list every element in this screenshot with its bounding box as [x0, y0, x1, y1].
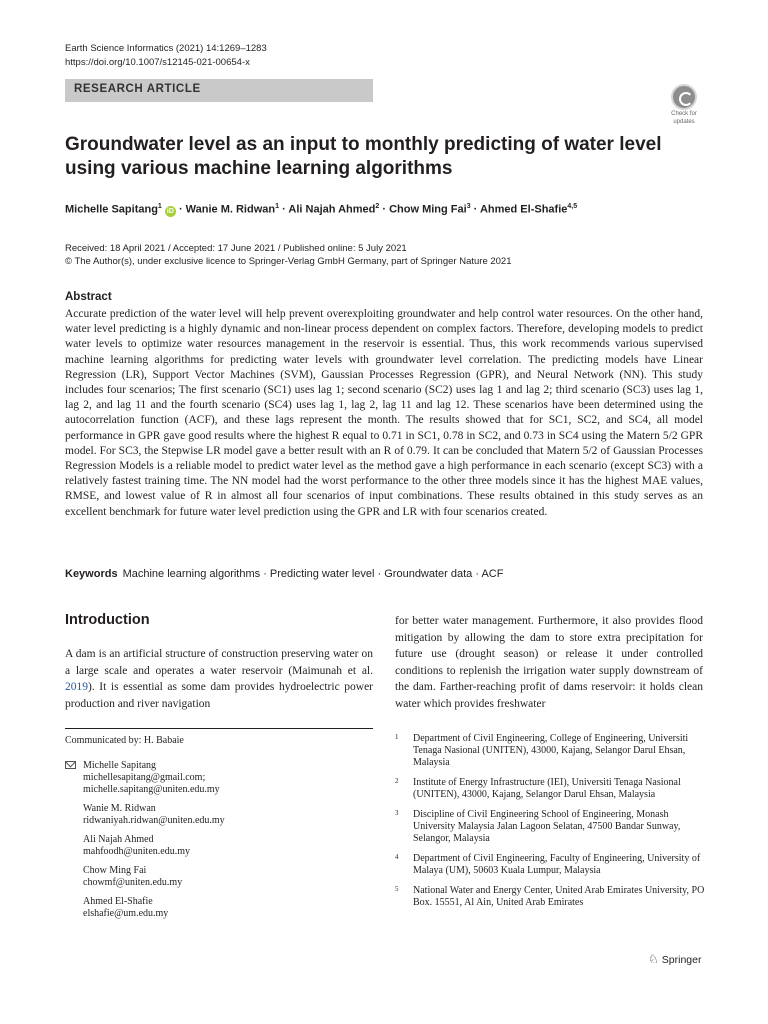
affiliation-number: 4: [395, 853, 399, 861]
contact-email[interactable]: michelle.sapitang@uniten.edu.my: [83, 784, 220, 795]
contact-entry: [83, 760, 365, 796]
article-type-label: RESEARCH ARTICLE: [74, 83, 201, 95]
abstract-body: Accurate prediction of the water level will help prevent overexploiting groundwater and help control water resources. On the other hand, water level predicting is a highly dynamic and non-linear process dependent on complex factors. Therefore, developing models to predict water levels to optimize water resources management in the reservoir is essential. Thus, this work recommends various supervised machine learning algorithms for predicting water levels with groundwater level correlation. The predicting models have Linear Regression (LR), Support Vector Machines (SVM), Gaussian Processes Regression (GPR), and Neural Network (NN). This study includes four scenarios; The first scenario (SC1) uses lag 1; second scenario (SC2) uses lag 1 and lag 2; third scenario (SC3) uses lag 1, lag 2, and lag 11 and the fourth scenario (SC4) uses lag 1, lag 2, lag 11 and lag 12. These scenarios have been determined using the autocorrelation function (ACF), and these lags represent the month. The results showed that for SC1, SC2, and SC4, all model performance in GPR gave good results where the highest R equal to 0.71 in SC1, 0.78 in SC2, and 0.73 in SC4 using the Matern 5/2 GPR model. For SC3, the Stepwise LR model gave a better result with an R of 0.79. It can be concluded that Matern 5/2 of Gaussian Processes Regression Models is a reliable model to predict water level as the method gave a high performance in each scenario (except SC3) with a relatively fastest training time. The NN model had the worst performance to the other three models since it has the highest MAE values, RMSE, and lowest value of R in almost all four scenarios of input combinations. These results obtained in this study serves as an excellent benchmark for future water level prediction using the GPR and LR with four scenarios created.: [65, 308, 703, 518]
author-name[interactable]: Ali Najah Ahmed: [288, 203, 376, 216]
author-name[interactable]: Michelle Sapitang: [65, 203, 158, 216]
communicated-by: Communicated by: H. Babaie: [65, 735, 184, 746]
author-affil-sup: 2: [375, 203, 380, 210]
author-affil-sup: 3: [466, 203, 471, 210]
citation-link[interactable]: 2019: [65, 681, 88, 693]
orcid-icon[interactable]: iD: [166, 207, 174, 215]
author-list: Michelle Sapitang$^1$ iD · Wanie M. Ridwan$^1$ · Ali Najah Ahmed$^2$ · Chow Ming Fai$^3$ · Ahmed El-Shafie$^{4,5}$: [65, 203, 578, 216]
affiliation-number: 2: [395, 777, 399, 785]
author-affil-sup: 4,5: [567, 203, 578, 210]
affiliation-item: [395, 853, 705, 877]
copyright-line: © The Author(s), under exclusive licence to Springer-Verlag GmbH Germany, part of Springer Nature 2021: [65, 256, 512, 267]
contact-name: Chow Ming Fai: [83, 865, 147, 876]
journal-header: [65, 42, 267, 70]
contact-email[interactable]: mahfoodh@uniten.edu.my: [83, 846, 190, 857]
doi-link[interactable]: https://doi.org/10.1007/s12145-021-00654-x: [65, 57, 250, 68]
contact-email[interactable]: ridwaniyah.ridwan@uniten.edu.my: [83, 815, 225, 826]
affiliation-text: Department of Civil Engineering, College of Engineering, Universiti Tenaga Nasional (UNITEN), 43000, Kajang, Selangor Darul Ehsan, Malaysia: [413, 733, 689, 768]
publication-dates: [65, 242, 512, 268]
contact-name: Michelle Sapitang: [83, 760, 157, 771]
badge-line-1: Check for: [671, 111, 697, 117]
intro-left-column: [65, 646, 373, 712]
affiliation-text: National Water and Energy Center, United Arab Emirates University, PO Box. 15551, Al Ain, United Arab Emirates: [413, 885, 705, 908]
contact-entry: [83, 896, 365, 920]
contact-entry: [83, 803, 365, 827]
update-check-icon: [671, 84, 697, 110]
contact-name: Ahmed El-Shafie: [83, 896, 153, 907]
contact-name: Ali Najah Ahmed: [83, 834, 154, 845]
affiliation-item: [395, 809, 705, 845]
keywords-text: Machine learning algorithms · Predicting water level · Groundwater data · ACF: [122, 568, 504, 580]
affiliation-number: 3: [395, 809, 399, 817]
journal-citation: Earth Science Informatics (2021) 14:1269–1283: [65, 43, 267, 54]
paper-title: Groundwater level as an input to monthly predicting of water level using various machine learning algorithms: [65, 134, 662, 179]
check-for-updates-badge[interactable]: [664, 84, 704, 124]
contact-email[interactable]: elshafie@um.edu.my: [83, 908, 169, 919]
publisher-footer: [648, 952, 701, 966]
keywords-label: Keywords: [65, 568, 118, 580]
contact-list: [65, 760, 365, 927]
publisher-name: Springer: [661, 954, 702, 966]
keywords-line: [65, 568, 503, 580]
author-affil-sup: 1: [157, 203, 162, 210]
contact-entry: [83, 834, 365, 858]
intro-left-text: A dam is an artificial structure of construction preserving water on a large scale and operates a water reservoir (Maimunah et al.: [65, 648, 373, 677]
abstract-heading: Abstract: [65, 291, 112, 303]
affiliation-item: [395, 885, 705, 909]
affiliation-text: Department of Civil Engineering, Faculty of Engineering, University of Malaya (UM), 50603 Kuala Lumpur, Malaysia: [413, 853, 701, 876]
affiliation-list: [395, 733, 705, 917]
affiliation-text: Institute of Energy Infrastructure (IEI), Universiti Tenaga Nasional (UNITEN), 43000, Kajang, Selangor Darul Ehsan, Malaysia: [413, 777, 681, 800]
author-name[interactable]: Chow Ming Fai: [389, 203, 467, 216]
affiliation-number: 1: [395, 733, 399, 741]
contact-entry: [83, 865, 365, 889]
affiliation-text: Discipline of Civil Engineering School of Engineering, Monash University Malaysia Jalan Lagoon Selatan, 47500 Bandar Sunway, Selangor, Malaysia: [413, 809, 681, 844]
affiliation-item: [395, 777, 705, 801]
received-accepted-line: Received: 18 April 2021 / Accepted: 17 June 2021 / Published online: 5 July 2021: [65, 243, 407, 254]
author-name[interactable]: Ahmed El-Shafie: [479, 203, 568, 216]
contact-email[interactable]: michellesapitang@gmail.com;: [83, 772, 206, 783]
contact-name: Wanie M. Ridwan: [83, 803, 156, 814]
intro-right-column: for better water management. Furthermore, it also provides flood mitigation by allowing the dam to store extra precipitation for future use (drought season) or release it under controlled conditions to replenish the irrigation water supply downstream of the dam. Farther-reaching profit of dams reservoir: it holds clean water which provides freshwater: [395, 615, 703, 710]
envelope-icon: [65, 761, 76, 769]
affiliation-item: [395, 733, 705, 769]
author-name[interactable]: Wanie M. Ridwan: [185, 203, 276, 216]
introduction-heading: Introduction: [65, 612, 150, 628]
affiliation-number: 5: [395, 885, 399, 893]
badge-line-2: updates: [673, 118, 695, 125]
article-type-band: [65, 79, 373, 102]
author-affil-sup: 1: [275, 203, 280, 210]
springer-horse-icon: ♘: [648, 952, 659, 966]
intro-left-text-cont: ). It is essential as some dam provides hydroelectric power production and river navigation: [65, 681, 373, 710]
contact-email[interactable]: chowmf@uniten.edu.my: [83, 877, 183, 888]
footnote-divider: [65, 728, 373, 729]
